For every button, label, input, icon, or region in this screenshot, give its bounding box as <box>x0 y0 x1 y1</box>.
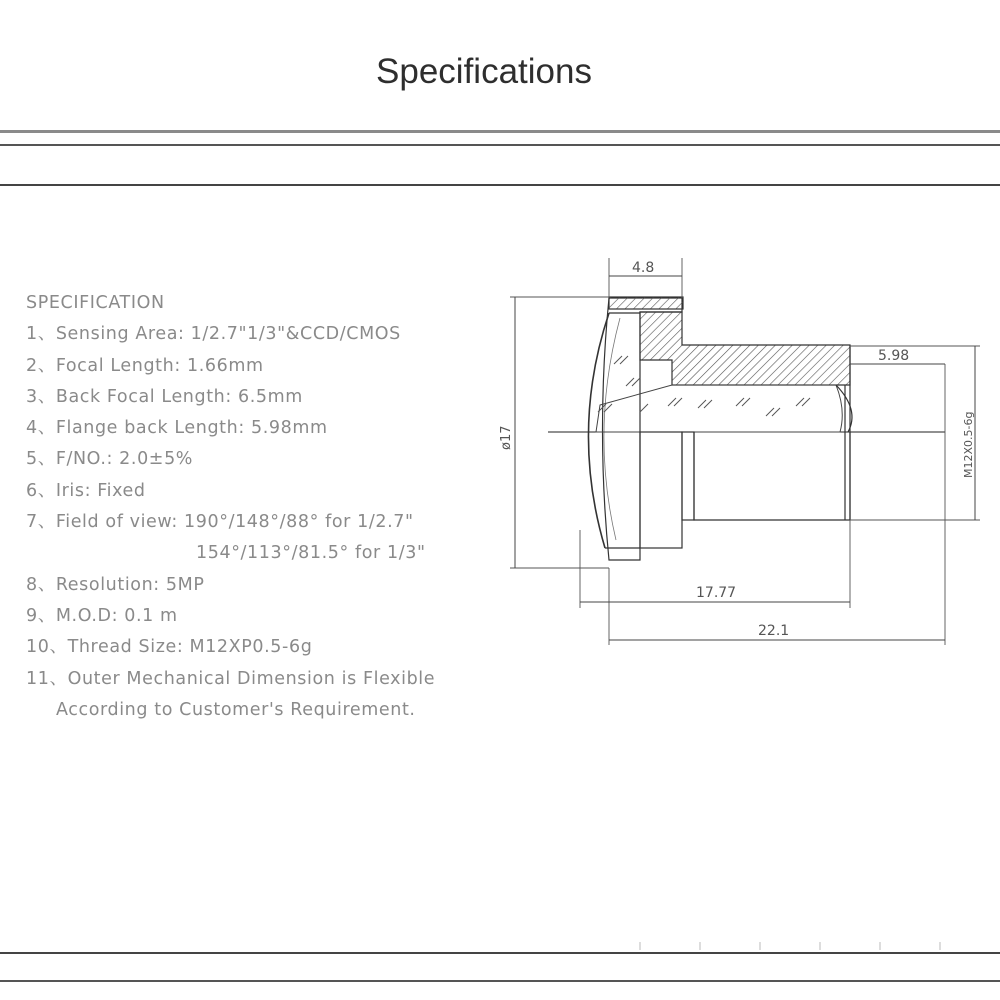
front-dome-lens <box>588 313 609 548</box>
spec-outer-dimension: 11、Outer Mechanical Dimension is Flexible <box>26 668 436 689</box>
spec-resolution: 8、Resolution: 5MP <box>26 574 205 595</box>
front-cap <box>609 297 683 309</box>
spec-back-focal-length: 3、Back Focal Length: 6.5mm <box>26 386 303 407</box>
dim-total-label: 22.1 <box>758 623 790 639</box>
barrel-step <box>640 432 682 548</box>
spec-flange-back-length: 4、Flange back Length: 5.98mm <box>26 418 328 439</box>
spec-field-of-view-cont: 154°/113°/81.5° for 1/3" <box>196 543 426 564</box>
mount-section <box>640 312 850 385</box>
bottom-ticks <box>640 942 940 950</box>
dim-top-label: 4.8 <box>632 260 655 276</box>
dome-inner-line <box>604 318 620 540</box>
spec-f-number: 5、F/NO.: 2.0±5% <box>26 449 194 470</box>
spec-field-of-view: 7、Field of view: 190°/148°/88° for 1/2.7" <box>26 512 414 533</box>
page-title: Specifications <box>376 52 592 91</box>
dim-flange-label: 5.98 <box>878 348 910 364</box>
glass-element <box>596 385 842 432</box>
spec-thread-size: 10、Thread Size: M12XP0.5-6g <box>26 637 313 658</box>
dim-diameter-label: ø17 <box>499 425 514 450</box>
dim-thread-label: M12X0.5-6g <box>962 411 975 478</box>
barrel-inner <box>682 432 694 520</box>
spec-iris: 6、Iris: Fixed <box>26 480 146 501</box>
spec-mod: 9、M.O.D: 0.1 m <box>26 605 178 626</box>
extension-lines <box>510 258 980 645</box>
spec-outer-dimension-cont: According to Customer's Requirement. <box>56 699 416 720</box>
spec-focal-length: 2、Focal Length: 1.66mm <box>26 355 264 376</box>
dimension-lines <box>515 276 975 640</box>
dim-inner-label: 17.77 <box>696 585 737 601</box>
spec-sensing-area: 1、Sensing Area: 1/2.7"1/3"&CCD/CMOS <box>26 324 401 345</box>
barrel-body <box>694 432 850 520</box>
spec-heading: SPECIFICATION <box>26 293 165 313</box>
